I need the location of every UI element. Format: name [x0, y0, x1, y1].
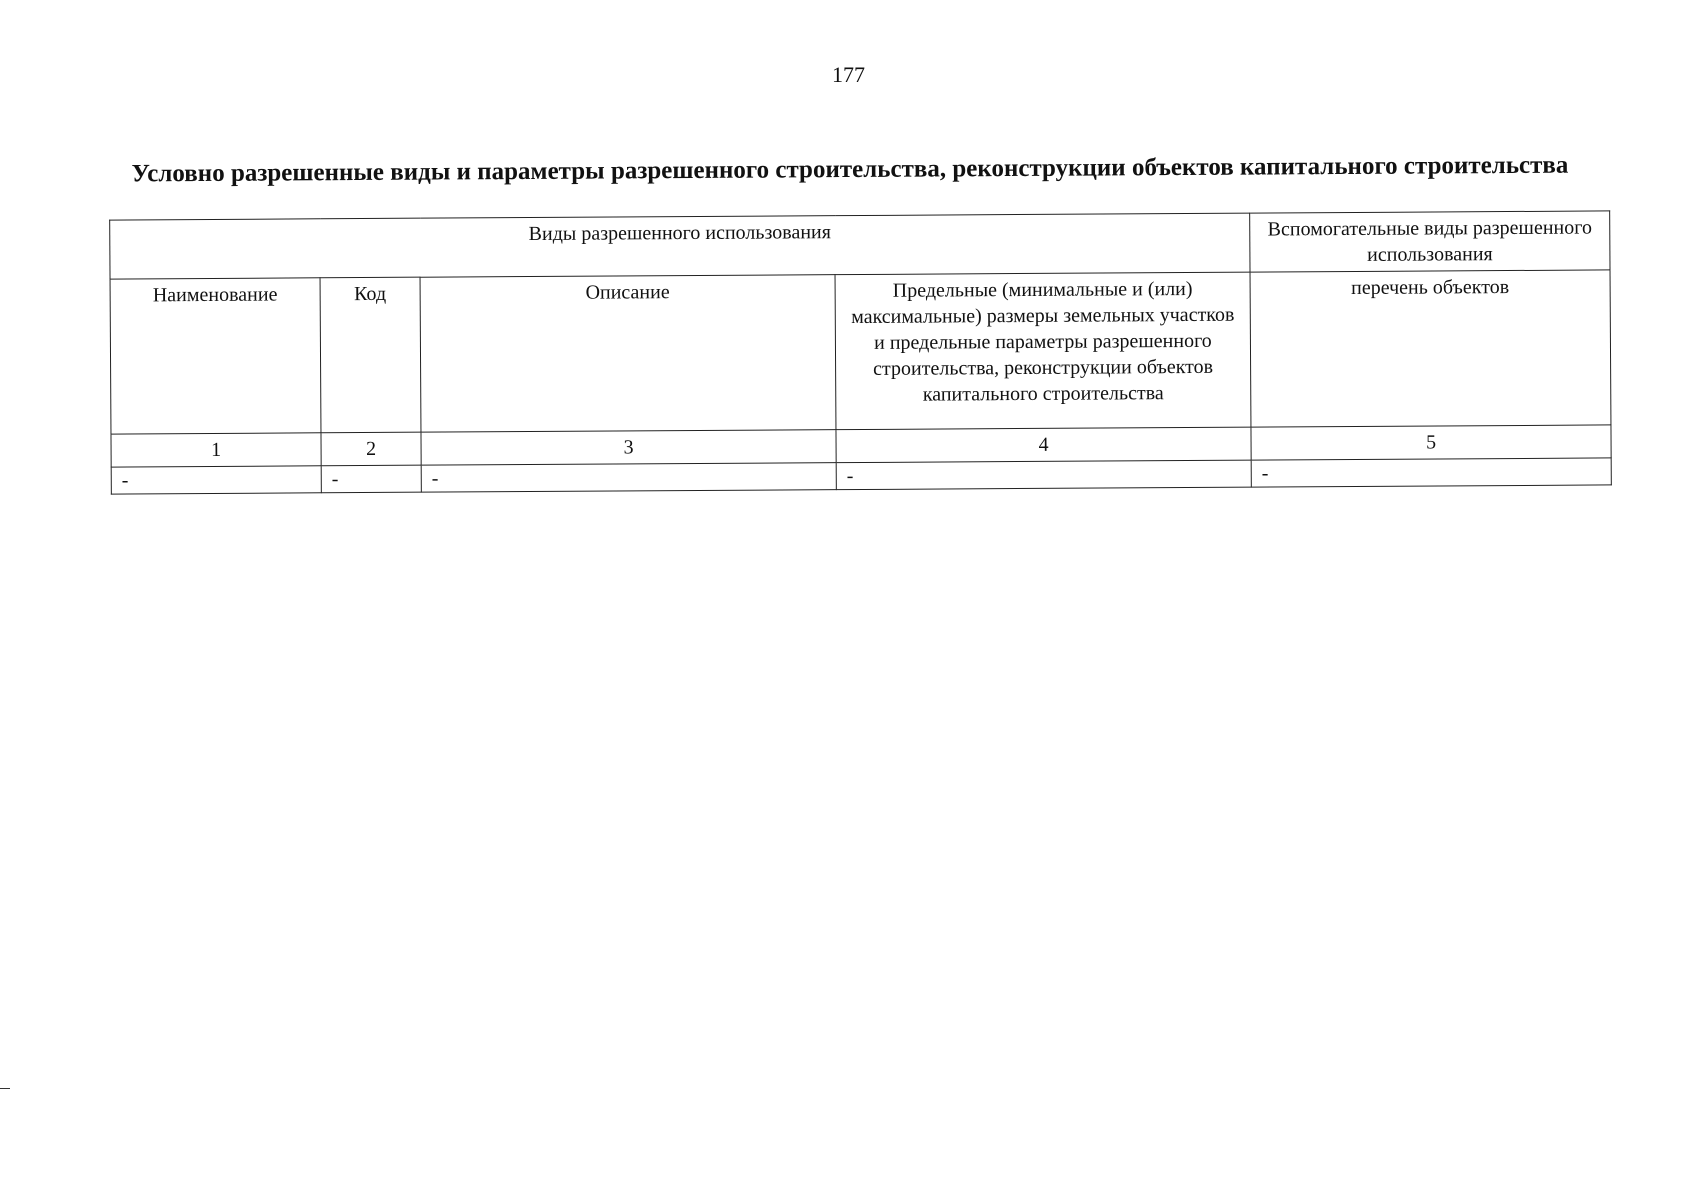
table-cell: -: [111, 466, 321, 494]
table-cell: -: [321, 465, 421, 493]
column-header-code: Код: [320, 277, 421, 433]
column-header-object-list: перечень объектов: [1250, 270, 1611, 427]
column-number-1: 1: [111, 433, 321, 467]
column-number-4: 4: [836, 427, 1251, 463]
table-grid: [109, 210, 1612, 494]
page-number: 177: [832, 62, 865, 87]
table-cell: -: [836, 460, 1251, 490]
table-cell: -: [1251, 458, 1611, 487]
scan-margin-mark: [0, 1088, 10, 1089]
permitted-use-table: [109, 210, 1611, 494]
column-number-3: 3: [421, 430, 836, 466]
column-number-5: 5: [1251, 425, 1611, 460]
column-number-2: 2: [321, 432, 421, 466]
table-cell: -: [421, 463, 836, 493]
group-header-row: [110, 211, 1610, 279]
column-header-name: Наименование: [110, 278, 321, 434]
document-title: Условно разрешенные виды и параметры разрешенного строительства, реконструкции объектов капитального строительства: [131, 151, 1569, 188]
group-header-main: Виды разрешенного использования: [110, 213, 1250, 279]
column-header-row: [110, 270, 1611, 434]
group-header-auxiliary: Вспомогательные виды разрешенного использования: [1250, 211, 1610, 272]
column-header-parameters: Предельные (минимальные и (или) максимальные) размеры земельных участков и предельные параметры разрешенного строительства, реконструкции объектов капитального строительства: [835, 272, 1251, 430]
column-header-description: Описание: [420, 275, 836, 433]
